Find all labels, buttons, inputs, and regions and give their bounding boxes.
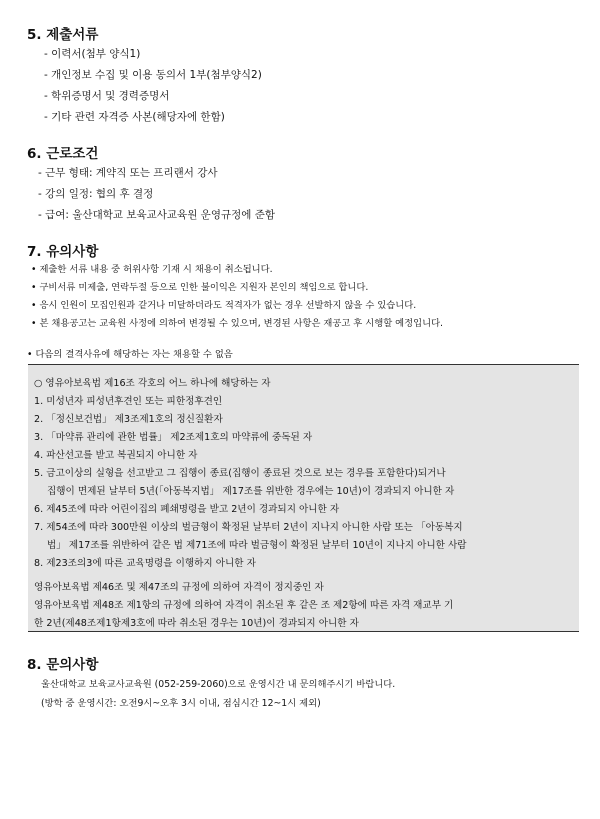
disqualification-title: • 다음의 결격사유에 해당하는 자는 채용할 수 없음: [27, 349, 233, 360]
box-line-14: 한 2년(제48조제1항제3호에 따라 취소된 경우는 10년)이 경과되지 아니한 자: [34, 618, 359, 629]
disqualification-box: [28, 364, 579, 632]
box-line-1: ○ 영유아보육법 제16조 각호의 어느 하나에 해당하는 자: [34, 378, 271, 389]
box-line-3: 2. 「정신보건법」 제3조제1호의 정신질환자: [34, 414, 223, 425]
s7-item-3: • 응시 인원이 모집인원과 같거나 미달하더라도 적격자가 없는 경우 선발하지 않을 수 있습니다.: [31, 300, 417, 311]
s6-item-3: - 급여: 울산대학교 보육교사교육원 운영규정에 준함: [38, 209, 276, 221]
box-line-10: 법」 제17조를 위반하여 같은 법 제71조에 따라 벌금형이 확정된 날부터 10년이 지나지 아니한 사람: [47, 540, 467, 551]
box-line-2: 1. 미성년자 피성년후견인 또는 피한정후견인: [34, 396, 223, 407]
box-line-13: 영유아보육법 제48조 제1항의 규정에 의하여 자격이 취소된 후 같은 조 제2항에 따른 자격 재교부 기: [34, 600, 454, 611]
box-line-7: 집행이 면제된 날부터 5년(「아동복지법」 제17조를 위반한 경우에는 10년)이 경과되지 아니한 자: [47, 486, 455, 497]
s7-item-4: • 본 채용공고는 교육원 사정에 의하여 변경될 수 있으며, 변경된 사항은 재공고 후 시행할 예정입니다.: [31, 318, 443, 329]
s7-item-1: • 제출한 서류 내용 중 허위사항 기재 시 채용이 취소됩니다.: [31, 264, 273, 275]
section-8-heading: 8. 문의사항: [27, 657, 99, 673]
s5-item-1: - 이력서(첨부 양식1): [44, 48, 141, 60]
box-line-12: 영유아보육법 제46조 및 제47조의 규정에 의하여 자격이 정지중인 자: [34, 582, 324, 593]
s5-item-2: - 개인정보 수집 및 이용 동의서 1부(첨부양식2): [44, 69, 262, 81]
section-6-heading: 6. 근로조건: [27, 146, 99, 162]
s7-item-2: • 구비서류 미제출, 연락두절 등으로 인한 불이익은 지원자 본인의 책임으로 합니다.: [31, 282, 369, 293]
box-line-8: 6. 제45조에 따라 어린이집의 폐쇄명령을 받고 2년이 경과되지 아니한 자: [34, 504, 340, 515]
section-5-heading: 5. 제출서류: [27, 27, 99, 43]
box-line-5: 4. 파산선고를 받고 복권되지 아니한 자: [34, 450, 198, 461]
s5-item-4: - 기타 관련 자격증 사본(해당자에 한함): [44, 111, 225, 123]
box-line-4: 3. 「마약류 관리에 관한 법률」 제2조제1호의 마약류에 중독된 자: [34, 432, 313, 443]
s8-line-1: 울산대학교 보육교사교육원 (052-259-2060)으로 운영시간 내 문의해주시기 바랍니다.: [41, 679, 396, 690]
box-line-11: 8. 제23조의3에 따른 교육명령을 이행하지 아니한 자: [34, 558, 256, 569]
section-7-heading: 7. 유의사항: [27, 244, 99, 260]
s6-item-1: - 근무 형태: 계약직 또는 프리랜서 강사: [38, 167, 218, 179]
s6-item-2: - 강의 일정: 협의 후 결정: [38, 188, 154, 200]
box-line-9: 7. 제54조에 따라 300만원 이상의 벌금형이 확정된 날부터 2년이 지나지 아니한 사람 또는 「아동복지: [34, 522, 463, 533]
s5-item-3: - 학위증명서 및 경력증명서: [44, 90, 170, 102]
box-line-6: 5. 금고이상의 실형을 선고받고 그 집행이 종료(집행이 종료된 것으로 보는 경우를 포함한다)되거나: [34, 468, 446, 479]
s8-line-2: (방학 중 운영시간: 오전9시~오후 3시 이내, 점심시간 12~1시 제외): [41, 698, 321, 709]
